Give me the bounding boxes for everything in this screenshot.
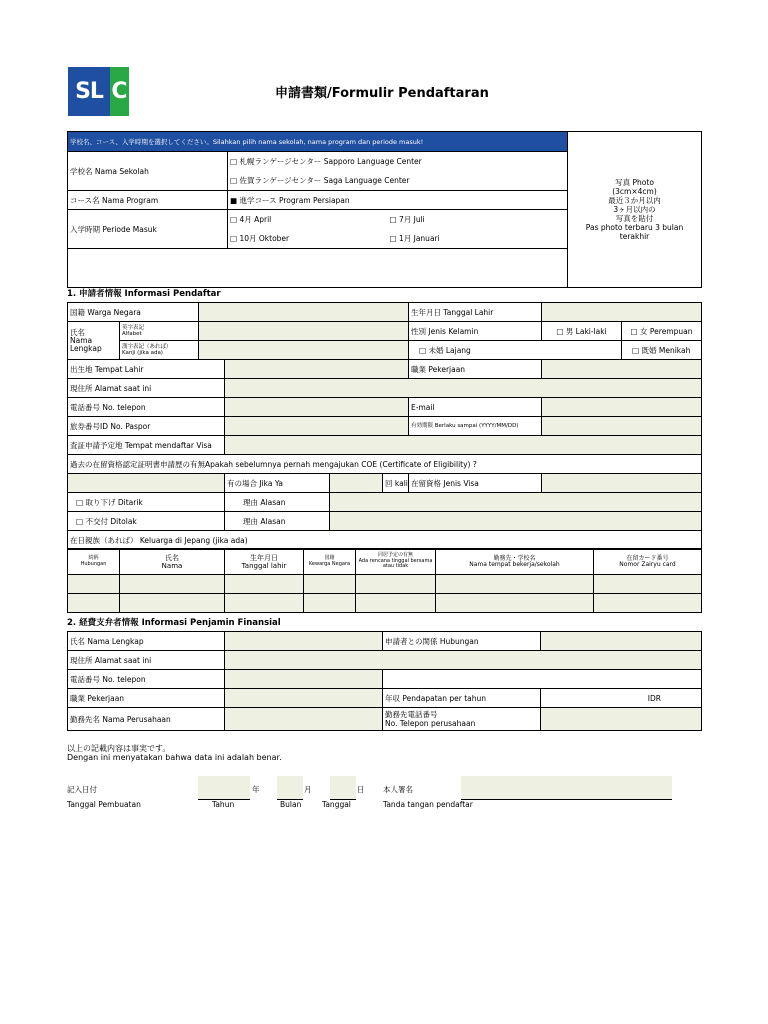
marital-single[interactable] — [409, 341, 622, 360]
family-cell[interactable] — [594, 575, 702, 594]
phone-input[interactable] — [225, 398, 409, 417]
family-header-birthdate-jp: 生年月日 — [250, 553, 278, 562]
sponsor-income-label: 年収 Pendapatan per tahun — [383, 689, 541, 708]
passport-exp-input[interactable] — [542, 417, 702, 436]
gender-female[interactable] — [622, 322, 702, 341]
birthdate-label: 生年月日 Tanggal Lahir — [409, 303, 542, 322]
period-label: 入学時期 Periode Masuk — [68, 210, 228, 249]
family-cell[interactable] — [356, 575, 436, 594]
alphabet-label-jp: 英字表記 — [122, 325, 145, 331]
logo-sl: SL — [68, 67, 110, 116]
family-cell[interactable] — [225, 594, 304, 613]
name-label-jp: 氏名 — [70, 327, 85, 337]
family-header-cohabit-id: Ada rencana tinggal bersama atau tidak — [358, 557, 433, 570]
sponsor-income-input[interactable] — [541, 689, 702, 708]
reason2-input[interactable] — [330, 512, 702, 531]
day-input[interactable] — [330, 776, 356, 800]
occupation-input[interactable] — [542, 360, 702, 379]
family-header-name-jp: 氏名 — [165, 553, 179, 562]
table-row[interactable] — [68, 575, 702, 594]
nationality-label: 国籍 Warga Negara — [68, 303, 199, 322]
year-label: Tahun — [212, 800, 235, 809]
coe-withdrawn-label[interactable]: □ 取り下げ Ditarik — [76, 497, 143, 507]
year-label-jp: 年 — [252, 785, 260, 794]
period-january[interactable]: □ 1月 Januari — [389, 234, 440, 243]
name-label — [68, 322, 120, 360]
visa-type-input[interactable] — [542, 474, 702, 493]
alphabet-label-id: Alfabet — [122, 331, 142, 337]
kanji-label-id: Kanji (jika ada) — [122, 350, 163, 356]
section2-heading: 2. 経費支弁者情報 Informasi Penjamin Finansial — [67, 618, 281, 628]
family-header-zairyu-jp: 在留カード番号 — [626, 555, 669, 562]
visa-place-input[interactable] — [225, 436, 702, 455]
family-header-nationality — [304, 549, 356, 575]
school-table — [67, 131, 702, 288]
sponsor-occupation-input[interactable] — [225, 689, 383, 708]
family-cell[interactable] — [436, 594, 594, 613]
period-july[interactable]: □ 7月 Juli — [389, 215, 425, 224]
logo-c: C — [110, 67, 129, 116]
address-input[interactable] — [225, 379, 702, 398]
name-alphabet-input[interactable] — [199, 322, 409, 341]
family-header-workplace-id: Nama tempat bekerja/sekolah — [469, 560, 560, 568]
sponsor-company-label: 勤務先名 Nama Perusahaan — [68, 708, 225, 731]
gender-male[interactable] — [542, 322, 622, 341]
reason1-label: 理由 Alasan — [225, 493, 330, 512]
sponsor-phone-blank — [383, 670, 702, 689]
family-cell[interactable] — [68, 575, 120, 594]
coe-times-label: 回 kali — [383, 474, 409, 493]
month-label: Bulan — [280, 800, 302, 809]
photo-line: terakhir — [619, 232, 650, 241]
passport-input[interactable] — [225, 417, 409, 436]
birthplace-label: 出生地 Tempat Lahir — [68, 360, 225, 379]
phone-label: 電話番号 No. telepon — [68, 398, 225, 417]
slc-logo — [68, 67, 129, 116]
email-label: E-mail — [409, 398, 542, 417]
family-title: 在日親族（あれば） Keluarga di Jepang (jika ada) — [68, 531, 702, 550]
family-header-cohabit-jp: 同居予定の有無 — [377, 552, 413, 559]
gender-female-label[interactable]: □ 女 Perempuan — [630, 326, 693, 336]
family-cell[interactable] — [225, 575, 304, 594]
sponsor-company-input[interactable] — [225, 708, 383, 731]
month-input[interactable] — [277, 776, 303, 800]
family-header-zairyu — [594, 549, 702, 575]
date-label-jp: 記入日付 — [67, 785, 97, 794]
family-cell[interactable] — [68, 594, 120, 613]
family-header-cohabit — [356, 549, 436, 575]
page-title: 申請書類/Formulir Pendaftaran — [275, 86, 489, 101]
signature-input[interactable] — [461, 776, 672, 800]
school-label: 学校名 Nama Sekolah — [68, 152, 228, 191]
period-april[interactable]: □ 4月 April — [230, 215, 272, 224]
nationality-input[interactable] — [199, 303, 409, 322]
year-input[interactable] — [198, 776, 250, 800]
date-label: Tanggal Pembuatan — [67, 800, 141, 809]
family-header-row — [68, 549, 702, 575]
period-october[interactable]: □ 10月 Oktober — [230, 234, 290, 243]
applicant-table — [67, 302, 702, 550]
family-header-relation — [68, 549, 120, 575]
photo-line: 3ヶ月以内の — [613, 205, 656, 214]
sponsor-company-phone-label — [383, 708, 541, 731]
period-options-right[interactable] — [388, 210, 568, 249]
alphabet-label — [120, 322, 199, 341]
school-option-sapporo[interactable]: □ 札幌ランゲージセンター Sapporo Language Center — [230, 157, 422, 166]
sign-label-jp: 本人署名 — [383, 785, 413, 794]
coe-yes-label: 有の場合 Jika Ya — [225, 474, 330, 493]
period-options-left[interactable] — [228, 210, 388, 249]
sponsor-phone-label: 電話番号 No. telepon — [68, 670, 225, 689]
photo-box — [568, 132, 702, 288]
sponsor-company-phone-input[interactable] — [541, 708, 702, 731]
family-cell[interactable] — [436, 575, 594, 594]
photo-line: 写真を貼付 — [615, 214, 654, 223]
name-label-id: Nama — [70, 335, 93, 345]
coe-withdrawn[interactable] — [68, 493, 225, 512]
family-cell[interactable] — [304, 575, 356, 594]
birthplace-input[interactable] — [225, 360, 409, 379]
reason2-label: 理由 Alasan — [225, 512, 330, 531]
sponsor-company-phone-id: No. Telepon perusahaan — [385, 719, 476, 728]
passport-exp-label: 有効期限 Berlaku sampai (YYYY/MM/DD) — [409, 417, 542, 436]
email-input[interactable] — [542, 398, 702, 417]
family-header-workplace-jp: 勤務先・学校名 — [493, 555, 536, 562]
sponsor-company-phone-jp: 勤務先電話番号 — [385, 710, 438, 719]
reason1-input[interactable] — [330, 493, 702, 512]
photo-line: (3cm×4cm) — [612, 187, 657, 196]
marital-single-label[interactable]: □ 未婚 Lajang — [419, 345, 471, 355]
family-header-name — [120, 549, 225, 575]
family-header-relation-jp: 続柄 — [88, 555, 99, 561]
family-header-name-id: Nama — [161, 561, 183, 570]
section1-heading: 1. 申請者情報 Informasi Pendaftar — [67, 289, 221, 299]
gender-male-label[interactable]: □ 男 Laki-laki — [556, 326, 607, 336]
sponsor-name-label: 氏名 Nama Lengkap — [68, 632, 225, 651]
name-label-id2: Lengkap — [70, 343, 102, 353]
table-row[interactable] — [68, 594, 702, 613]
occupation-label: 職業 Pekerjaan — [409, 360, 542, 379]
address-label: 現住所 Alamat saat ini — [68, 379, 225, 398]
family-header-birthdate — [225, 549, 304, 575]
visa-type-label: 在留資格 Jenis Visa — [409, 474, 542, 493]
photo-line: 最近３か月以内 — [608, 196, 661, 205]
month-label-jp: 月 — [304, 785, 312, 794]
school-instruction: 学校名、コース、入学時期を選択してください。Silahkan pilih nama sekolah, nama program dan periode masuk! — [68, 132, 568, 152]
family-header-zairyu-id: Nomor Zairyu card — [619, 560, 676, 568]
marital-married[interactable] — [622, 341, 702, 360]
day-label-jp: 日 — [357, 785, 365, 794]
school-option-saga[interactable]: □ 佐賀ランゲージセンター Saga Language Center — [230, 176, 410, 185]
name-kanji-input[interactable] — [199, 341, 409, 360]
coe-rejected[interactable] — [68, 512, 225, 531]
visa-place-label: 査証申請予定地 Tempat mendaftar Visa — [68, 436, 225, 455]
coe-times-input[interactable] — [330, 474, 383, 493]
coe-date-input[interactable] — [68, 474, 225, 493]
coe-rejected-label[interactable]: □ 不交付 Ditolak — [76, 516, 137, 526]
sign-label: Tanda tangan pendaftar — [383, 800, 473, 809]
family-cell[interactable] — [594, 594, 702, 613]
photo-line: Pas photo terbaru 3 bulan — [585, 223, 684, 232]
sponsor-occupation-label: 職業 Pekerjaan — [68, 689, 225, 708]
family-header-workplace — [436, 549, 594, 575]
passport-label: 旅券番号ID No. Paspor — [68, 417, 225, 436]
sponsor-table — [67, 631, 702, 731]
family-cell[interactable] — [304, 594, 356, 613]
family-header-birthdate-id: Tanggal lahir — [241, 561, 287, 570]
family-header-nationality-id: Kewarga Negara — [308, 560, 351, 567]
sponsor-relation-input[interactable] — [541, 632, 702, 651]
family-header-relation-id: Hubungan — [80, 560, 107, 567]
kanji-label — [120, 341, 199, 360]
photo-line: 写真 Photo — [615, 178, 654, 187]
declaration-jp: 以上の記載内容は事実です。 — [67, 744, 171, 753]
school-blank-row — [68, 249, 568, 288]
family-header-nationality-jp: 国籍 — [324, 555, 335, 561]
declaration-text: Dengan ini menyatakan bahwa data ini adalah benar. — [67, 753, 282, 762]
family-cell[interactable] — [356, 594, 436, 613]
sponsor-phone-input[interactable] — [225, 670, 383, 689]
gender-label: 性別 Jenis Kelamin — [409, 322, 542, 341]
birthdate-input[interactable] — [542, 303, 702, 322]
program-option[interactable]: ■ 進学コース Program Persiapan — [228, 191, 568, 210]
sponsor-name-input[interactable] — [225, 632, 383, 651]
family-table — [67, 548, 702, 613]
marital-married-label[interactable]: □ 既婚 Menikah — [632, 345, 691, 355]
family-cell[interactable] — [120, 575, 225, 594]
family-cell[interactable] — [120, 594, 225, 613]
sponsor-address-input[interactable] — [225, 651, 702, 670]
sponsor-relation-label: 申請者との関係 Hubungan — [383, 632, 541, 651]
day-label: Tanggal — [322, 800, 351, 809]
kanji-label-jp: 漢字表記（あれば） — [122, 344, 172, 350]
sponsor-address-label: 現住所 Alamat saat ini — [68, 651, 225, 670]
currency-label: IDR — [647, 693, 661, 703]
coe-question: 過去の在留資格認定証明書申請歴の有無Apakah sebelumnya pernah mengajukan COE (Certificate of Eligibility) ? — [68, 455, 702, 474]
school-options[interactable] — [228, 152, 568, 191]
program-label: コース名 Nama Program — [68, 191, 228, 210]
